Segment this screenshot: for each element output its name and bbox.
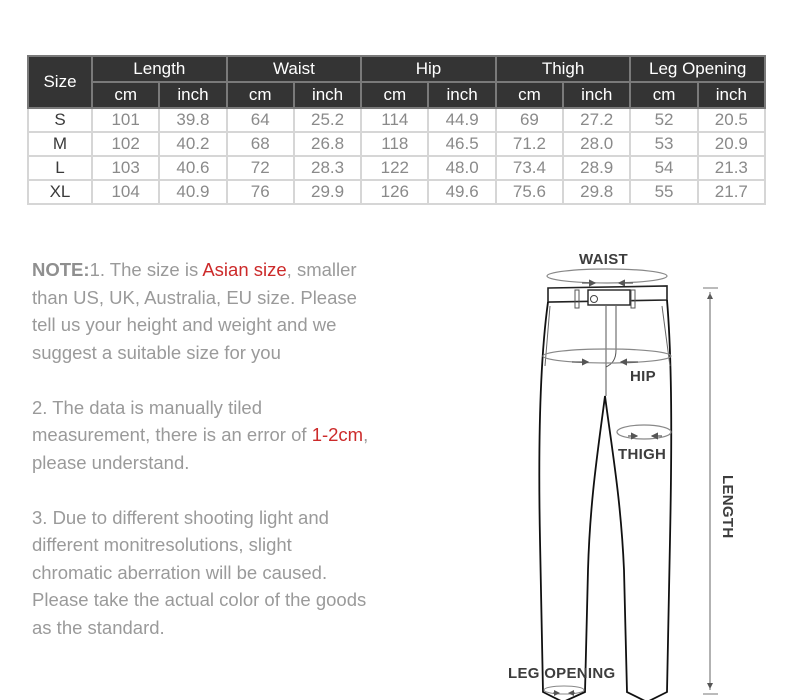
hip-label: HIP — [630, 368, 656, 385]
note-1-highlight: Asian size — [202, 259, 287, 280]
unit-header: cm — [496, 82, 563, 108]
size-cell: S — [28, 108, 92, 132]
unit-header: inch — [159, 82, 226, 108]
table-cell: 53 — [630, 132, 697, 156]
table-cell: 54 — [630, 156, 697, 180]
table-row — [28, 156, 765, 180]
table-cell: 20.5 — [698, 108, 765, 132]
unit-header: cm — [227, 82, 294, 108]
table-cell: 114 — [361, 108, 428, 132]
note-1 — [32, 256, 372, 366]
note-label: NOTE: — [32, 259, 90, 280]
unit-header: inch — [698, 82, 765, 108]
unit-header: cm — [630, 82, 697, 108]
table-cell: 40.9 — [159, 180, 226, 204]
table-cell: 102 — [92, 132, 159, 156]
table-cell: 73.4 — [496, 156, 563, 180]
table-cell: 46.5 — [428, 132, 495, 156]
thigh-label: THIGH — [618, 446, 667, 463]
note-3 — [32, 504, 372, 642]
header-row-units — [28, 82, 765, 108]
table-cell: 28.9 — [563, 156, 630, 180]
group-header-length: Length — [92, 56, 227, 82]
table-cell: 29.8 — [563, 180, 630, 204]
waist-label: WAIST — [579, 251, 628, 268]
table-cell: 21.3 — [698, 156, 765, 180]
unit-header: inch — [294, 82, 361, 108]
table-cell: 20.9 — [698, 132, 765, 156]
table-cell: 25.2 — [294, 108, 361, 132]
note-1-text-a: 1. The size is — [89, 259, 203, 280]
table-cell: 118 — [361, 132, 428, 156]
table-cell: 27.2 — [563, 108, 630, 132]
size-cell: L — [28, 156, 92, 180]
header-row-groups — [28, 56, 765, 82]
table-cell: 44.9 — [428, 108, 495, 132]
leg-opening-label: LEG OPENING — [508, 665, 616, 682]
table-row — [28, 180, 765, 204]
size-cell: M — [28, 132, 92, 156]
table-cell: 39.8 — [159, 108, 226, 132]
table-cell: 103 — [92, 156, 159, 180]
table-cell: 69 — [496, 108, 563, 132]
table-row — [28, 108, 765, 132]
table-cell: 28.3 — [294, 156, 361, 180]
note-1-text-b: , smaller than US, UK, Australia, EU size. Please tell us your height and weight and we suggest a suitable size for you — [32, 259, 357, 363]
unit-header: inch — [428, 82, 495, 108]
group-header-hip: Hip — [361, 56, 496, 82]
note-2-highlight: 1-2cm — [311, 424, 364, 445]
table-cell: 55 — [630, 180, 697, 204]
group-header-thigh: Thigh — [496, 56, 631, 82]
table-cell: 75.6 — [496, 180, 563, 204]
length-label: LENGTH — [719, 475, 736, 539]
table-cell: 29.9 — [294, 180, 361, 204]
table-cell: 126 — [361, 180, 428, 204]
pants-measurement-diagram — [500, 240, 770, 700]
group-header-waist: Waist — [227, 56, 362, 82]
unit-header: inch — [563, 82, 630, 108]
table-cell: 76 — [227, 180, 294, 204]
table-cell: 71.2 — [496, 132, 563, 156]
note-2-text-a: 2. The data is manually tiled measurement, there is an error of — [32, 396, 312, 445]
table-cell: 49.6 — [428, 180, 495, 204]
note-2-text-b: , please understand. — [32, 424, 369, 473]
unit-header: cm — [361, 82, 428, 108]
size-header: Size — [28, 56, 92, 108]
size-notes — [32, 256, 372, 669]
table-cell: 21.7 — [698, 180, 765, 204]
table-cell: 122 — [361, 156, 428, 180]
table-cell: 48.0 — [428, 156, 495, 180]
table-cell: 52 — [630, 108, 697, 132]
unit-header: cm — [92, 82, 159, 108]
size-cell: XL — [28, 180, 92, 204]
pants-outline-icon — [500, 240, 770, 700]
table-cell: 26.8 — [294, 132, 361, 156]
table-row — [28, 132, 765, 156]
table-cell: 28.0 — [563, 132, 630, 156]
group-header-leg-opening: Leg Opening — [630, 56, 765, 82]
table-cell: 64 — [227, 108, 294, 132]
note-2 — [32, 394, 372, 477]
table-cell: 104 — [92, 180, 159, 204]
note-3-text: 3. Due to different shooting light and different monitresolutions, slight chromatic aberration will be caused. Please take the actual color of the goods as the standard. — [32, 506, 367, 638]
table-cell: 68 — [227, 132, 294, 156]
table-cell: 40.6 — [159, 156, 226, 180]
table-cell: 101 — [92, 108, 159, 132]
table-cell: 72 — [227, 156, 294, 180]
table-cell: 40.2 — [159, 132, 226, 156]
size-chart-table — [27, 55, 766, 205]
